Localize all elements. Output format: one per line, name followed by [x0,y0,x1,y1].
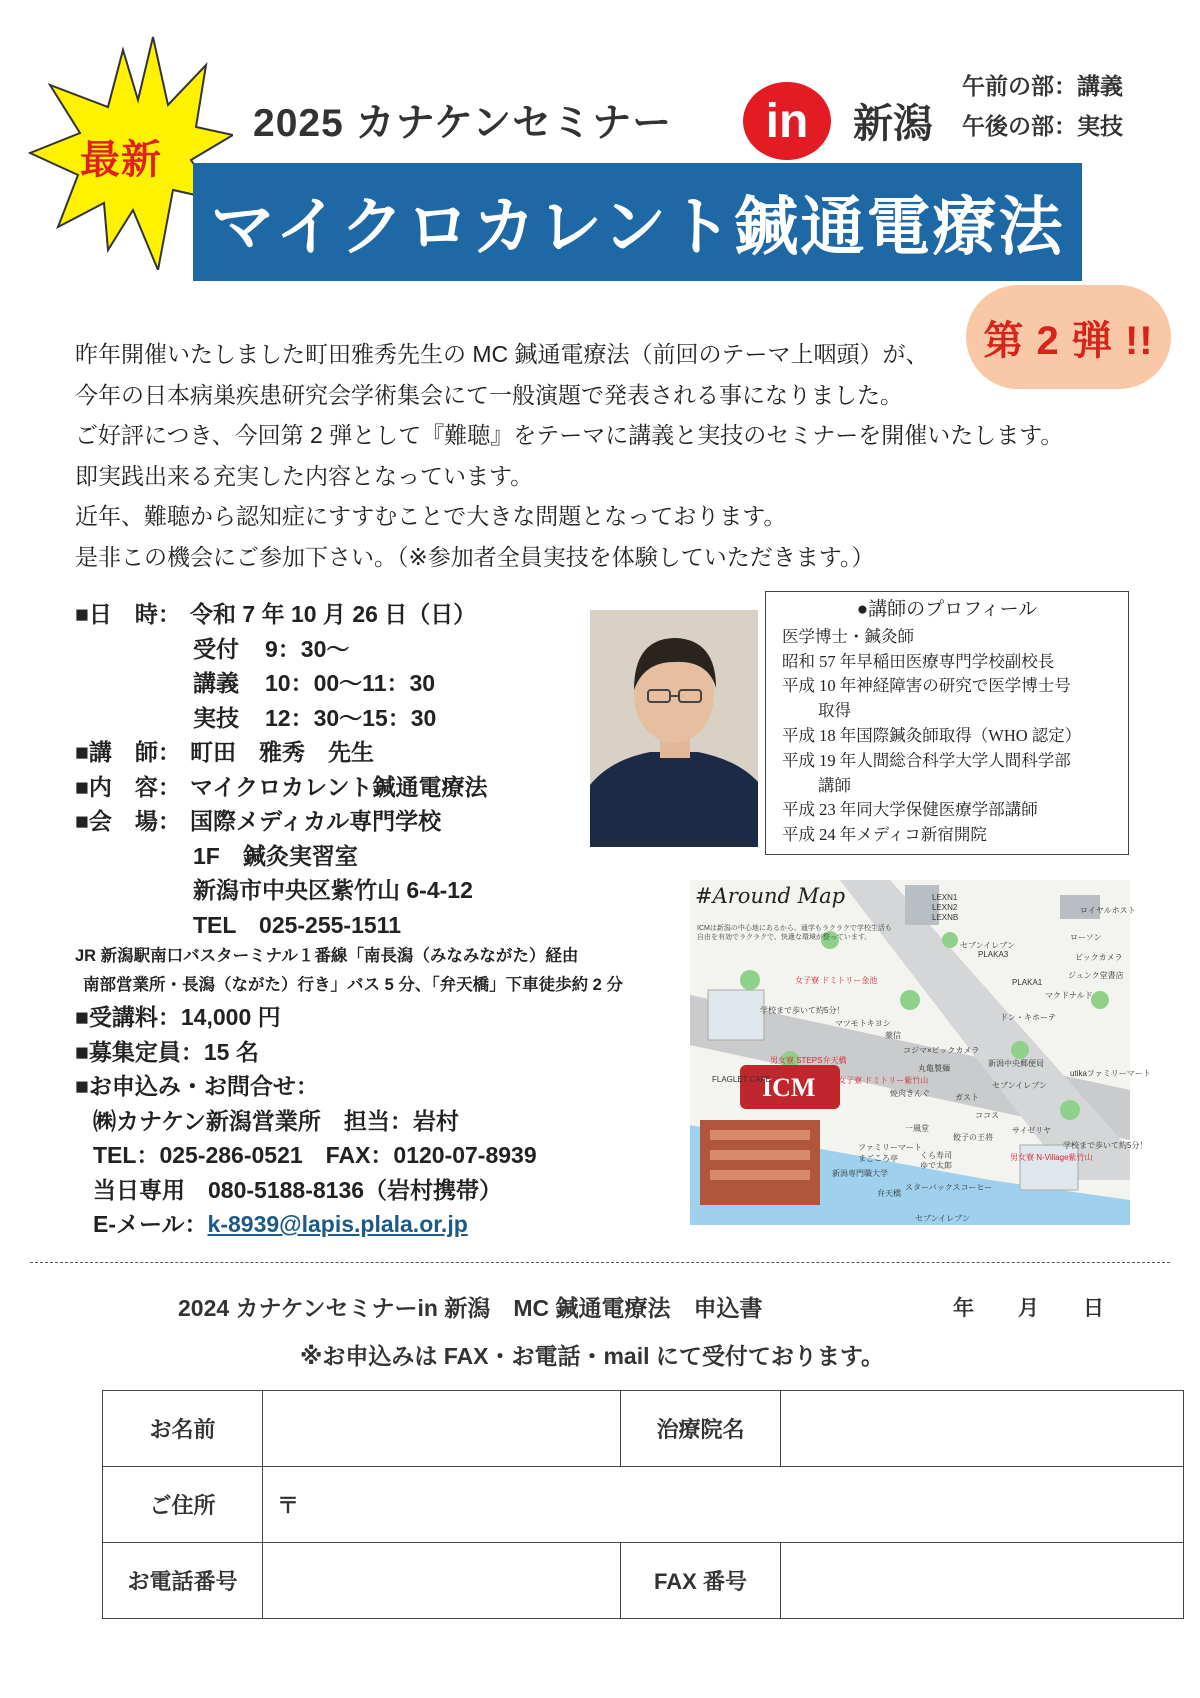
form-row-address [103,1467,1184,1543]
map-label: 学校まで歩いて約5分！ [760,1006,845,1015]
map-title: #Around Map [695,884,846,908]
intro-text [75,334,1185,577]
email-label: E-メール： [93,1211,208,1237]
access-line: JR 新潟駅南口バスターミナル１番線「南長潟（みなみながた）経由 [75,947,579,965]
schedule-label: 実技 [193,704,239,731]
cut-line [30,1262,1170,1263]
profile-line: 平成 19 年人間総合科学大学人間科学部 [782,750,1071,770]
intro-line: 近年、難聴から認知症にすすむことで大きな問題となっております。 [75,503,787,529]
newest-label: 最新 [80,138,162,182]
access-line: 南部営業所・長潟（ながた）行き」バス 5 分、「弁天橋」下車徒歩約 2 分 [83,976,623,994]
intro-line: 昨年開催いたしました町田雅秀先生の MC 鍼通電療法（前回のテーマ上咽頭）が、 [75,341,929,367]
volume-badge-text: 第 2 弾 !! [983,318,1154,363]
phone-field[interactable] [263,1543,621,1619]
address-field[interactable] [263,1467,1184,1543]
schedule-row [75,632,675,667]
map-label: 女子寮 ドミトリー金池 [795,976,878,985]
venue-value: 国際メディカル専門学校 [190,808,442,834]
venue-room: 1F 鍼灸実習室 [193,842,358,869]
phone-label: お電話番号 [103,1543,263,1619]
schedule-row [75,701,675,736]
map-label: ファミリーマート [858,1143,922,1152]
schedule-time: 10：00～11：30 [265,670,436,696]
in-badge: in [743,82,831,160]
map-label: PLAKA3 [978,950,1009,959]
map-label: 新潟専門職大学 [832,1169,888,1178]
map-label: 男女寮 STEPS弁天橋 [770,1056,847,1065]
map-label: ドン・キホーテ [1000,1013,1056,1022]
intro-line: 是非この機会にご参加下さい。（※参加者全員実技を体験していただきます。） [75,543,875,570]
fee: ■受講料：14,000 円 [75,1004,281,1030]
seminar-location: 新潟 [853,102,933,146]
map-label: ビックカメラ [1075,953,1123,962]
form-date [953,1292,1148,1322]
apply-day-phone: 当日専用 080-5188-8136（岩村携帯） [93,1176,503,1203]
profile-line: 取得 [818,701,851,721]
content-row [75,770,675,805]
session-pm: 午後の部：実技 [962,113,1123,139]
map-label: くら寿司 [920,1151,952,1160]
venue-address: 新潟市中央区紫竹山 6-4-12 [193,877,473,903]
name-label: お名前 [103,1391,263,1467]
email-link[interactable]: k-8939@lapis.plala.or.jp [207,1211,468,1237]
event-details [75,597,675,1242]
map-label: LEXNB [932,913,959,922]
email-row [75,1207,675,1242]
application-form [102,1390,1184,1619]
content-value: マイクロカレント鍼通電療法 [190,773,488,800]
map-label: マツモトキヨシ [835,1019,891,1028]
profile-line: 講師 [818,775,851,795]
map-label: ガスト [955,1093,979,1102]
instructor-row [75,735,675,770]
schedule-label: 講義 [193,670,239,696]
instructor-value: 町田 雅秀 先生 [190,739,374,765]
name-field[interactable] [263,1391,621,1467]
session-info [962,66,1123,146]
form-row-phone [103,1543,1184,1619]
map-label: 男女寮 N-Village紫竹山 [1010,1153,1093,1162]
title-banner [193,163,1082,281]
map-label: 新潟中央郵便局 [988,1059,1044,1068]
apply-tel-fax: TEL：025-286-0521 FAX：0120-07-8939 [93,1142,537,1168]
profile-line: 昭和 57 年早稲田医療専門学校副校長 [782,651,1055,671]
profile-line: 平成 23 年同大学保健医療学部講師 [782,800,1038,820]
map-label: LEXN1 [932,893,958,902]
profile-line: 平成 24 年メディコ新宿開院 [782,825,987,845]
profile-line: 医学博士・鍼灸師 [782,626,914,646]
instructor-photo [590,610,758,847]
map-label: 丸亀製麺 [918,1064,950,1073]
intro-line: 今年の日本病巣疾患研究会学術集会にて一般演題で発表される事になりました。 [75,381,903,408]
date-label: ■日 時： [75,601,181,627]
map-label: ジュンク堂書店 [1068,971,1124,980]
map-label: PLAKA1 [1012,978,1043,987]
venue-row [75,804,675,839]
map-label: 薬信 [885,1031,901,1040]
map-label: マクドナルド [1045,991,1093,1000]
date-row [75,597,675,632]
fax-label: FAX 番号 [621,1543,781,1619]
map-label: 焼肉きんぐ [890,1089,930,1098]
form-title: 2024 カナケンセミナーin 新潟 MC 鍼通電療法 申込書 [178,1295,763,1321]
fax-field[interactable] [781,1543,1184,1619]
schedule-row [75,666,675,701]
form-date-month: 月 [1018,1297,1039,1320]
clinic-field[interactable] [781,1391,1184,1467]
map-label: コジマ×ビックカメラ [903,1046,980,1055]
map-label: ローソン [1070,933,1102,942]
map-label: セブンイレブン [960,941,1015,950]
map-school-label: ICM [762,1073,816,1102]
apply-company: ㈱カナケン新潟営業所 担当：岩村 [93,1107,459,1134]
venue-label: ■会 場： [75,808,181,834]
map-caption: ICMは新潟の中心地にあるから、通学もラクラクで学校生活も自由を有効でラクラクで、快適な環境が整っています。 [697,925,892,941]
map-label: ゆで太郎 [920,1161,952,1170]
form-date-year: 年 [953,1297,974,1320]
map-label: ココス [975,1111,999,1120]
map-label: セブンイレブン [992,1081,1047,1090]
map-label: まごころ亭 [858,1154,898,1163]
profile-box [765,591,1129,855]
form-date-day: 日 [1083,1297,1104,1320]
schedule-time: 12：30～15：30 [265,704,437,731]
schedule-time: 9：30～ [265,635,350,662]
session-am: 午前の部：講義 [962,73,1123,99]
schedule-label: 受付 [193,635,239,662]
map-label: utikaファミリーマート [1070,1069,1151,1078]
venue-tel: TEL 025-255-1511 [193,911,401,938]
clinic-label: 治療院名 [621,1391,781,1467]
profile-line: 平成 18 年国際鍼灸師取得（WHO 認定） [782,725,1082,745]
map-label: FLAGLET CAFE [712,1075,771,1084]
map-label: 餃子の王将 [953,1133,993,1142]
apply-heading: ■お申込み・お問合せ： [75,1073,319,1099]
map-label: スターバックスコーヒー [905,1183,993,1192]
postal-mark: 〒 [277,1493,300,1518]
profile-line: 平成 10 年神経障害の研究で医学博士号 [782,676,1071,696]
seminar-title: 2025 カナケンセミナー [253,102,673,145]
banner-title: マイクロカレント鍼通電療法 [210,191,1065,263]
map-label: 一風堂 [905,1124,929,1133]
map-label: 女子寮 ドミトリー紫竹山 [838,1076,929,1085]
intro-line: 即実践出来る充実した内容となっています。 [75,462,534,489]
form-row-name [103,1391,1184,1467]
map-label: ロイヤルホスト [1080,906,1136,915]
capacity: ■募集定員：15 名 [75,1038,259,1065]
profile-title: ●講師のプロフィール [856,599,1038,620]
intro-line: ご好評につき、今回第 2 弾として『難聴』をテーマに講義と実技のセミナーを開催いたします。 [75,422,1064,448]
instructor-label: ■講 師： [75,739,181,765]
map-label: セブンイレブン [915,1214,970,1223]
instructor-portrait-graphic [590,610,758,847]
map-label: 学校まで歩いて約5分！ [1063,1141,1148,1150]
form-note: ※お申込みは FAX・お電話・mail にて受付ております。 [300,1343,885,1369]
content-label: ■内 容： [75,773,181,800]
map-label: LEXN2 [932,903,958,912]
map-label: 弁天橋 [877,1189,901,1198]
date-value: 令和 7 年 10 月 26 日（日） [190,601,477,627]
address-label: ご住所 [103,1467,263,1543]
map-label: サイゼリヤ [1012,1126,1052,1135]
